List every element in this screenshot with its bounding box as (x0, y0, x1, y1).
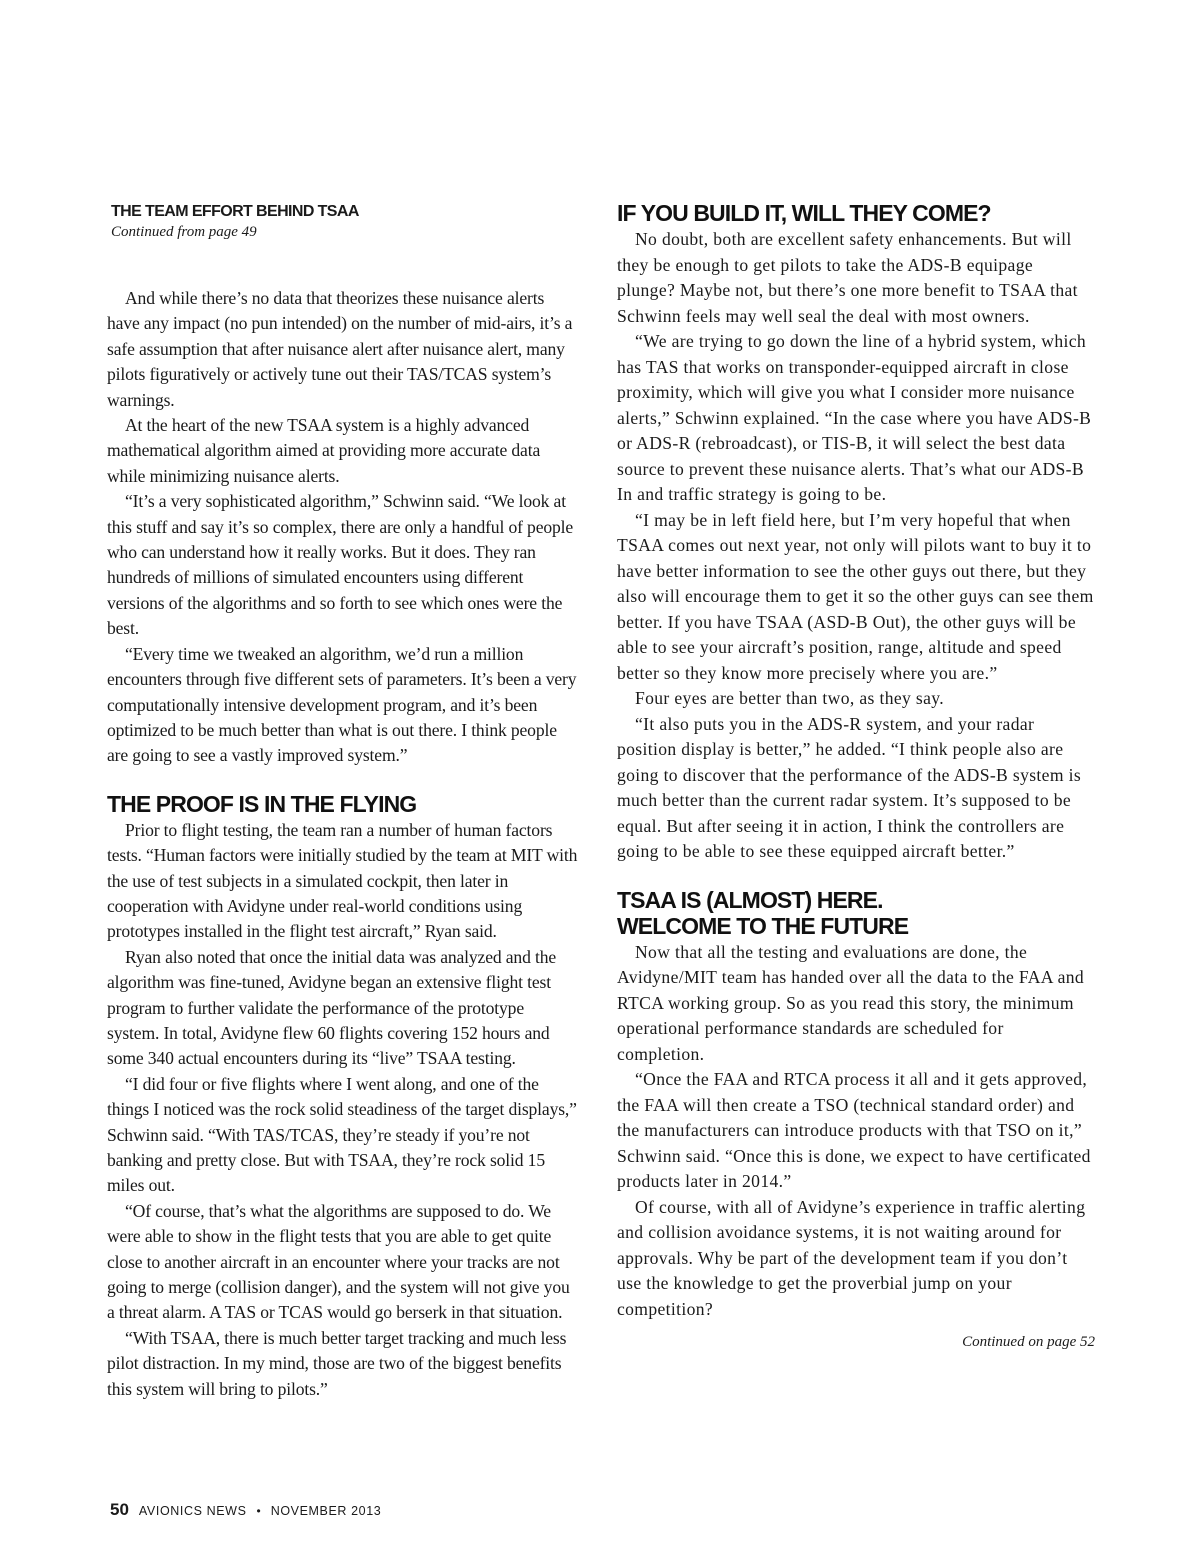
body-paragraph: “I did four or five flights where I went along, and one of the things I noticed was the rock solid steadiness of the target displays,” Schwinn said. “With TAS/TCAS, they’re steady if you’re not banking and pretty close. But with TSAA, they’re rock solid 15 miles out. (107, 1073, 577, 1196)
section-heading (617, 887, 1095, 939)
body-paragraph: Now that all the testing and evaluations are done, the Avidyne/MIT team has handed over all the data to the FAA and RTCA working group. So as you read this story, the minimum operational performance standards are scheduled for completion. (617, 941, 1085, 1064)
right-column (617, 200, 1095, 1351)
issue-date: NOVEMBER 2013 (270, 1504, 382, 1518)
continued-from-note: Continued from page 49 (111, 224, 257, 240)
page-footer (110, 1500, 381, 1520)
body-paragraph: “With TSAA, there is much better target tracking and much less pilot distraction. In my mind, those are two of the biggest benefits this system will bring to pilots.” (107, 1327, 567, 1399)
section-heading: IF YOU BUILD IT, WILL THEY COME? (617, 200, 991, 226)
body-paragraph: No doubt, both are excellent safety enhancements. But will they be enough to get pilots to take the ADS-B equipage plunge? Maybe not, but there’s one more benefit to TSAA that Schwinn feels may well seal the deal with most owners. (617, 229, 1078, 326)
footer-separator: • (256, 1504, 261, 1518)
body-paragraph: “It also puts you in the ADS-R system, and your radar position display is better,” he added. “I think people also are going to discover that the performance of the ADS-B system is much better than the current radar system. It’s supposed to be equal. But after seeing it in action, I think the controllers are going to be able to see these equipped aircraft better.” (617, 713, 1082, 861)
sidebar-kicker: THE TEAM EFFORT BEHIND TSAA (111, 203, 359, 220)
body-paragraph: Prior to flight testing, the team ran a number of human factors tests. “Human factors were initially studied by the team at MIT with the use of test subjects in a simulated cockpit, then later in cooperation with Avidyne under real-world conditions using prototypes installed in the flight test aircraft,” Ryan said. (107, 819, 578, 942)
body-paragraph: Four eyes are better than two, as they say. (635, 688, 944, 708)
body-paragraph: And while there’s no data that theorizes these nuisance alerts have any impact (no pun intended) on the number of mid-airs, it’s a safe assumption that after nuisance alert after nuisance alert, many pilots figuratively or actively tune out their TAS/TCAS system’s warnings. (107, 288, 573, 410)
body-paragraph: Of course, with all of Avidyne’s experience in traffic alerting and collision avoidance systems, it is not waiting around for approvals. Why be part of the development team if you don’t use the knowledge to get the proverbial jump on your competition? (617, 1196, 1086, 1319)
continued-on-note: Continued on page 52 (962, 1334, 1095, 1350)
body-paragraph: “It’s a very sophisticated algorithm,” Schwinn said. “We look at this stuff and say it’s so complex, there are only a handful of people who can understand how it really works. But it does. They ran hundreds of millions of simulated encounters using different versions of the algorithms and so forth to see which ones were the best. (107, 491, 574, 639)
section-heading-line: TSAA IS (ALMOST) HERE. (617, 886, 883, 913)
publication-name: AVIONICS NEWS (138, 1504, 247, 1518)
body-paragraph: “Of course, that’s what the algorithms are supposed to do. We were able to show in the flight tests that you are able to get quite close to another aircraft in an encounter where your tracks are not going to merge (collision danger), and the system will not give you a threat alarm. A TAS or TCAS would go berserk in that situation. (107, 1200, 570, 1323)
left-column (107, 200, 579, 1402)
section-heading-line: WELCOME TO THE FUTURE (617, 912, 909, 939)
body-paragraph: “Every time we tweaked an algorithm, we’d run a million encounters through five different sets of parameters. It’s been a very computationally intensive development program, and it’s been optimized to be much better than what is out there. I think people are going to see a vastly improved system.” (107, 643, 577, 766)
page-number: 50 (110, 1500, 129, 1519)
body-paragraph: “I may be in left field here, but I’m very hopeful that when TSAA comes out next year, not only will pilots want to buy it to have better information to see the other guys out there, but they also will encourage them to get it so the other guys can see them better. If you have TSAA (ASD-B Out), the other guys will be able to see your aircraft’s position, range, altitude and speed better so they know more precisely where you are.” (617, 509, 1094, 683)
body-paragraph: “We are trying to go down the line of a hybrid system, which has TAS that works on transponder-equipped aircraft in close proximity, which will give you what I consider more nuisance alerts,” Schwinn explained. “In the case where you have ADS-B or ADS-R (rebroadcast), or TIS-B, it will select the best data source to prevent these nuisance alerts. That’s what our ADS-B In and traffic strategy is going to be. (617, 331, 1092, 504)
body-paragraph: “Once the FAA and RTCA process it all and it gets approved, the FAA will then create a TSO (technical standard order) and the manufacturers can introduce products with that TSO on it,” Schwinn said. “Once this is done, we expect to have certificated products later in 2014.” (617, 1069, 1091, 1191)
section-heading: THE PROOF IS IN THE FLYING (107, 790, 417, 817)
body-paragraph: At the heart of the new TSAA system is a highly advanced mathematical algorithm aimed at providing more accurate data while minimizing nuisance alerts. (107, 415, 541, 486)
body-paragraph: Ryan also noted that once the initial data was analyzed and the algorithm was fine-tuned, Avidyne began an extensive flight test program to further validate the performance of the prototype system. In total, Avidyne flew 60 flights covering 152 hours and some 340 actual encounters during its “live” TSAA testing. (107, 946, 557, 1069)
